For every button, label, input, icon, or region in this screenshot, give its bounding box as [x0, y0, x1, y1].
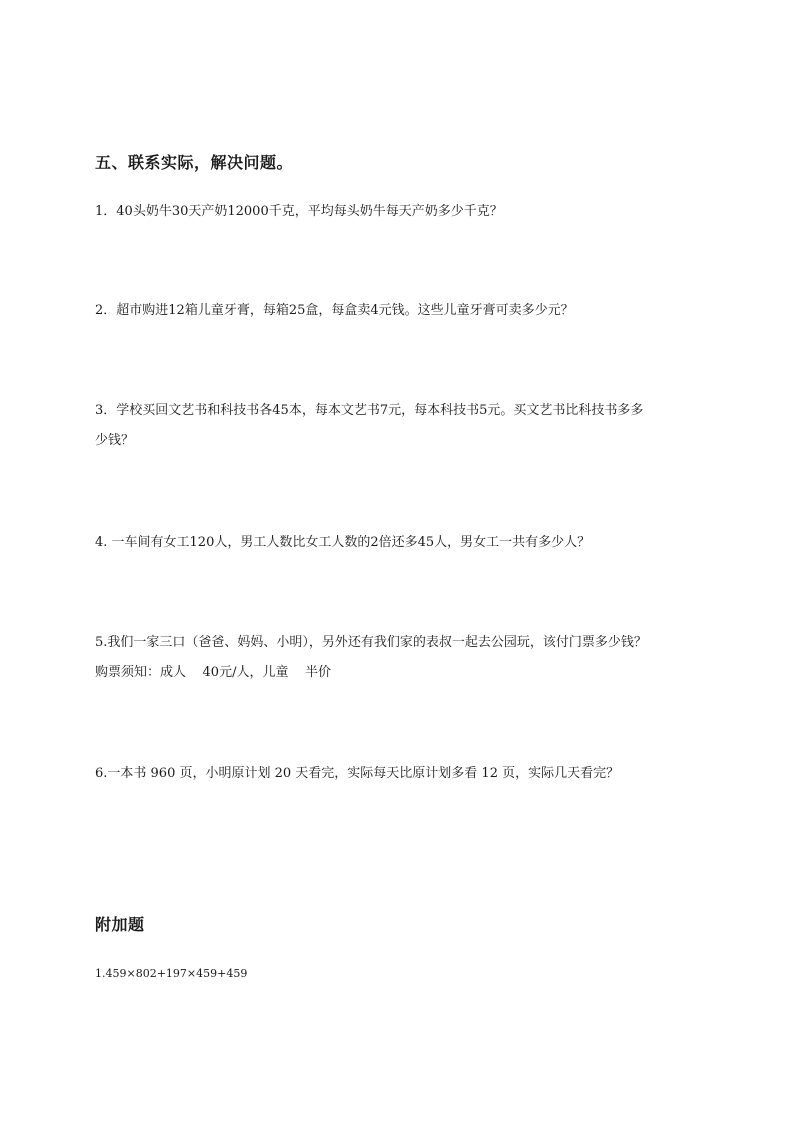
question-5-line-1: 5.我们一家三口（爸爸、妈妈、小明），另外还有我们家的表叔一起去公园玩，该付门票多少钱？: [95, 635, 647, 650]
extra-item-1: 1.459×802+197×459+459: [95, 967, 248, 980]
section-title: 五、联系实际，解决问题。: [95, 153, 294, 172]
question-5-ticket-info: 购票须知：成人 40元/人，儿童 半价: [95, 665, 331, 680]
extra-title: 附加题: [95, 915, 145, 934]
question-1: 1．40头奶牛30天产奶12000千克，平均每头奶牛每天产奶多少千克？: [95, 204, 503, 219]
question-3-line-1: 3．学校买回文艺书和科技书各45本，每本文艺书7元，每本科技书5元。买文艺书比科技书多多: [95, 403, 644, 418]
question-2: 2．超市购进12箱儿童牙膏，每箱25盒，每盒卖4元钱。这些儿童牙膏可卖多少元？: [95, 303, 574, 318]
question-3-line-2: 少钱？: [95, 433, 135, 448]
question-6: 6.一本书 960 页，小明原计划 20 天看完，实际每天比原计划多看 12 页，实际几天看完？: [95, 766, 620, 781]
question-4: 4. 一车间有女工120人，男工人数比女工人数的2倍还多45人，男女工一共有多少人？: [95, 535, 591, 550]
